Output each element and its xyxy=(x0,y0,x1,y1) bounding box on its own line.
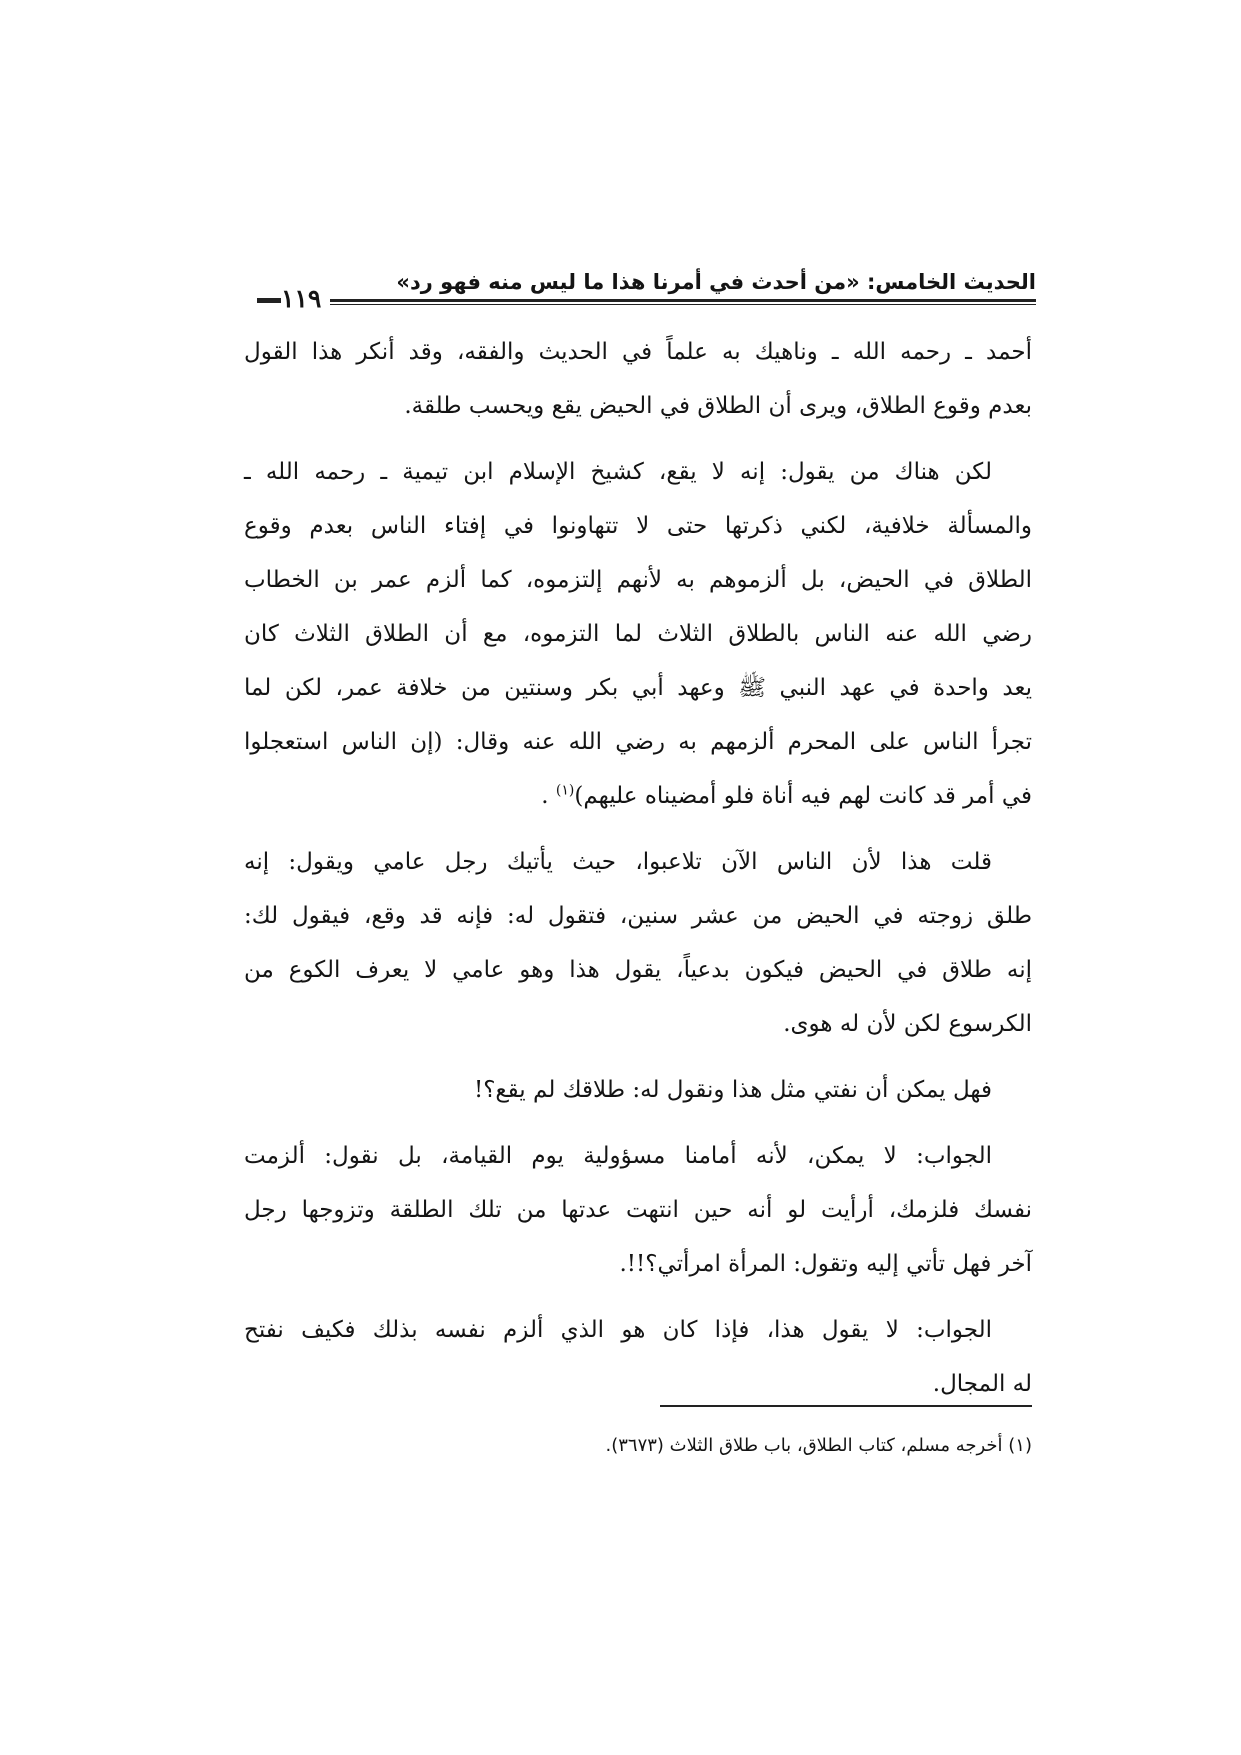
footnote: (١) أخرجه مسلم، كتاب الطلاق، باب طلاق الثلاث (٣٦٧٣). xyxy=(605,1435,1032,1456)
text-line: أحمد ـ رحمه الله ـ وناهيك به علماً في الحديث والفقه، وقد أنكر هذا القول xyxy=(244,339,1032,365)
paragraph-3 xyxy=(244,835,1032,1051)
page-number-value: ١١٩ xyxy=(281,284,322,313)
page-number-dash xyxy=(257,298,281,303)
text-line-with-footnote: في أمر قد كانت لهم فيه أناة فلو أمضيناه عليهم)$^{(١)}$ . xyxy=(541,782,1032,809)
text-line: نفسك فلزمك، أرأيت لو أنه حين انتهت عدتها من تلك الطلقة وتزوجها رجل xyxy=(244,1197,1032,1223)
text-line: فهل يمكن أن نفتي مثل هذا ونقول له: طلاقك لم يقع؟! xyxy=(473,1077,992,1103)
text-line: يعد واحدة في عهد النبي ﷺ وعهد أبي بكر وسنتين من خلافة عمر، لكن لما xyxy=(244,675,1032,701)
text-line: الجواب: لا يقول هذا، فإذا كان هو الذي ألزم نفسه بذلك فكيف نفتح xyxy=(244,1317,992,1343)
text-line: الجواب: لا يمكن، لأنه أمامنا مسؤولية يوم القيامة، بل نقول: ألزمت xyxy=(244,1143,993,1169)
text-line: طلق زوجته في الحيض من عشر سنين، فتقول له: فإنه قد وقع، فيقول لك: xyxy=(244,903,1032,929)
text-line: آخر فهل تأتي إليه وتقول: المرأة امرأتي؟!!. xyxy=(619,1251,1032,1277)
text-line: الطلاق في الحيض، بل ألزموهم به لأنهم إلتزموه، كما ألزم عمر بن الخطاب xyxy=(244,567,1032,593)
text-line: رضي الله عنه الناس بالطلاق الثلاث لما التزموه، مع أن الطلاق الثلاث كان xyxy=(244,621,1032,647)
text-line: لكن هناك من يقول: إنه لا يقع، كشيخ الإسلام ابن تيمية ـ رحمه الله ـ xyxy=(244,459,992,485)
body-text xyxy=(244,325,1032,1411)
text-line: قلت هذا لأن الناس الآن تلاعبوا، حيث يأتيك رجل عامي ويقول: إنه xyxy=(244,849,992,875)
header-title: الحديث الخامس: «من أحدث في أمرنا هذا ما ليس منه فهو رد» xyxy=(396,270,1036,294)
text-line: تجرأ الناس على المحرم ألزمهم به رضي الله عنه وقال: (إن الناس استعجلوا xyxy=(244,729,1032,755)
paragraph-4 xyxy=(244,1063,1032,1117)
page-number xyxy=(252,284,321,314)
text-line: الكرسوع لكن لأن له هوى. xyxy=(783,1011,1032,1037)
paragraph-6 xyxy=(244,1303,1032,1411)
footnote-marker[interactable]: (١) xyxy=(555,782,575,799)
text-line: في أمر قد كانت لهم فيه أناة فلو أمضيناه عليهم) xyxy=(574,783,1032,809)
running-header xyxy=(252,268,1036,312)
text-line: بعدم وقوع الطلاق، ويرى أن الطلاق في الحيض يقع ويحسب طلقة. xyxy=(404,393,1032,419)
footnote-rule xyxy=(660,1405,1032,1407)
header-rule xyxy=(330,299,1036,305)
paragraph-2 xyxy=(244,445,1032,823)
paragraph-1 xyxy=(244,325,1032,433)
text-line: والمسألة خلافية، لكني ذكرتها حتى لا تتهاونوا في إفتاء الناس بعدم وقوع xyxy=(244,513,1032,539)
text-line: له المجال. xyxy=(932,1371,1032,1397)
text-line: إنه طلاق في الحيض فيكون بدعياً، يقول هذا وهو عامي لا يعرف الكوع من xyxy=(244,957,1032,983)
paragraph-5 xyxy=(244,1129,1032,1291)
